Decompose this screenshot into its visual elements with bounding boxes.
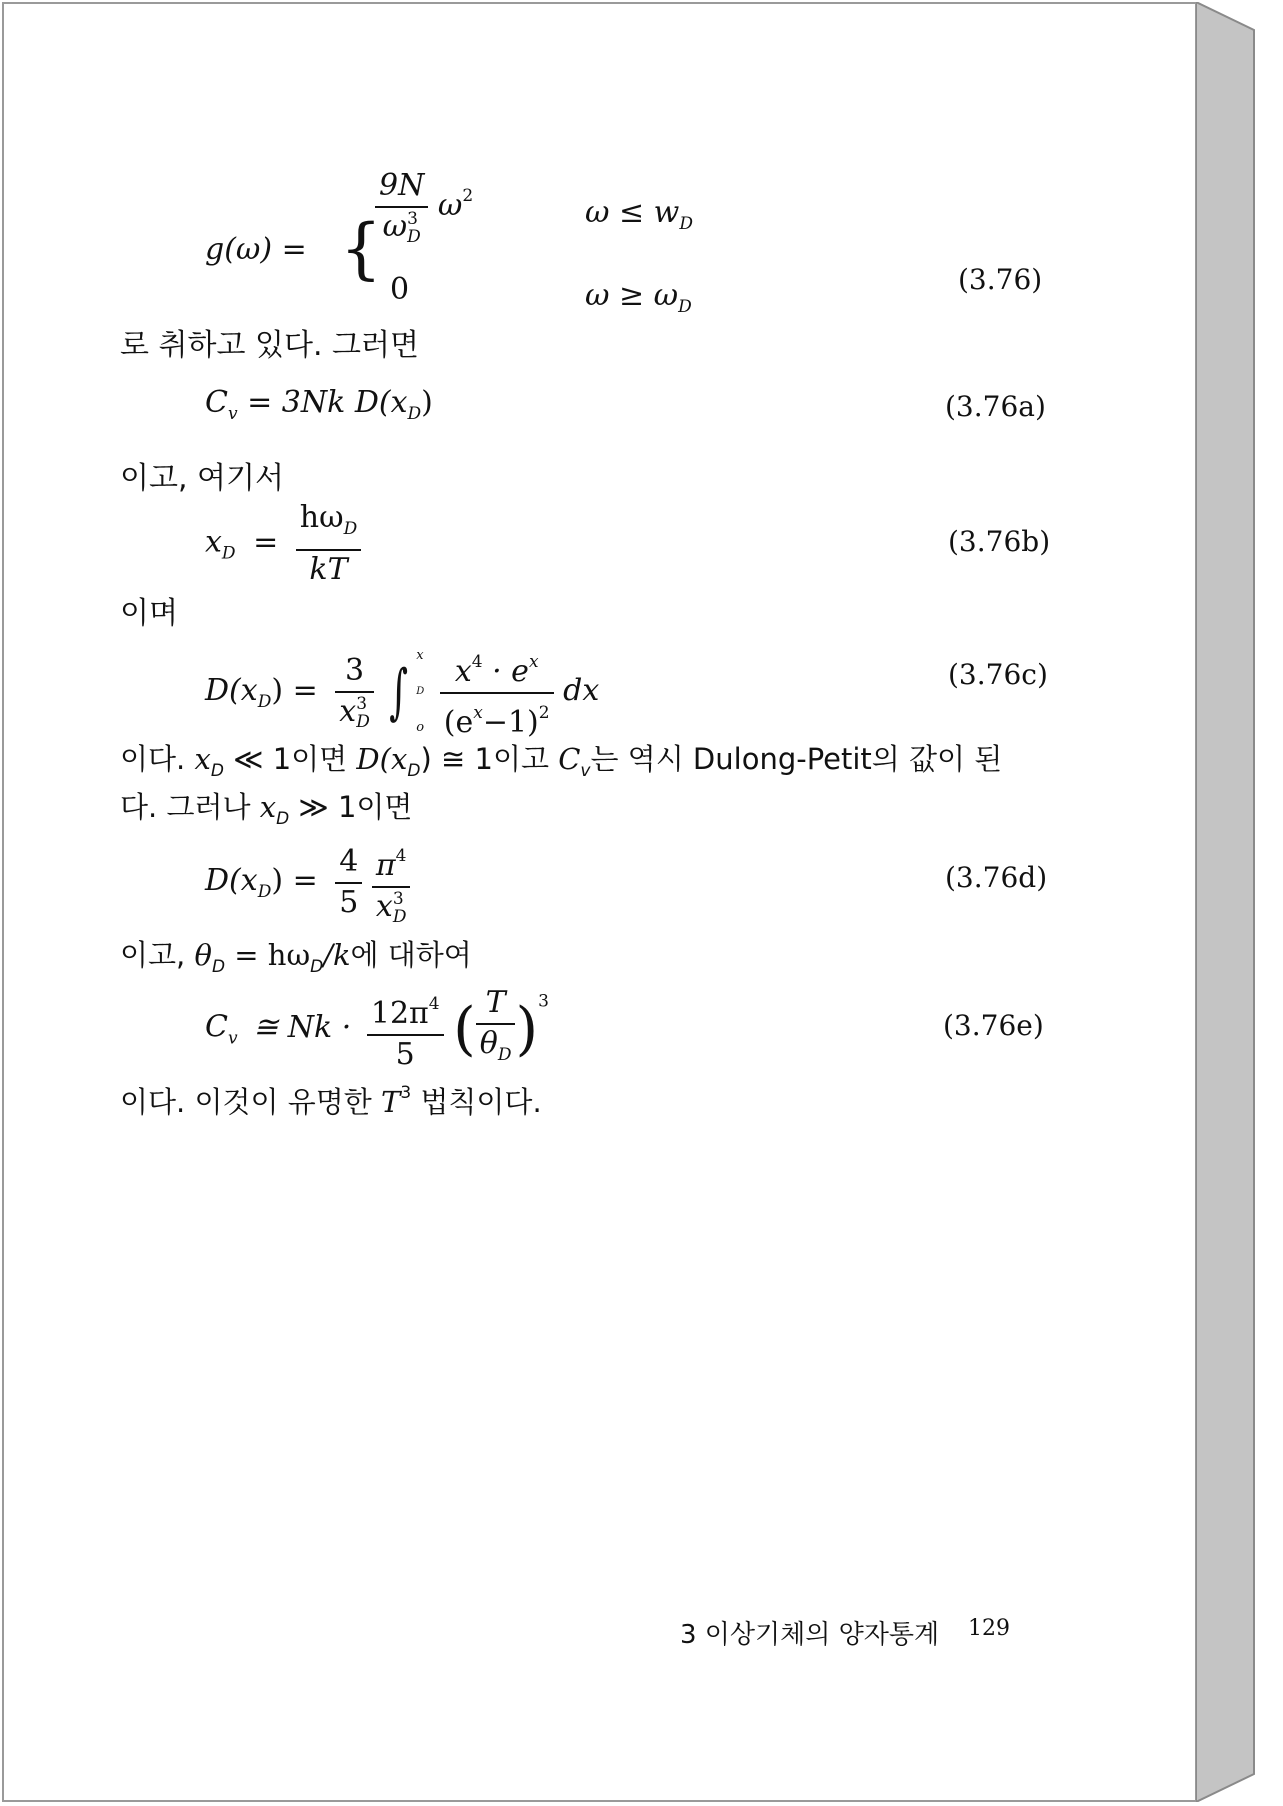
fraction-2-numerator: T: [476, 985, 516, 1025]
frac-numerator-sub: D: [343, 519, 358, 539]
cv-symbol: C: [205, 1009, 228, 1045]
paragraph-text: 이고, 여기서: [120, 461, 284, 496]
cv-sub: v: [227, 1028, 238, 1049]
case-1-omega: ω: [437, 188, 463, 223]
fraction-2-denominator: θ: [479, 1026, 498, 1061]
d-function: D(x: [205, 673, 258, 708]
xd-sub: D: [221, 543, 236, 564]
exponent: 3: [538, 991, 549, 1012]
case-1-den-base: ω: [382, 209, 408, 244]
d-function-sub: D: [257, 692, 272, 712]
equation-number: (3.76): [958, 263, 1043, 296]
fraction-1-numerator: 3: [335, 653, 374, 693]
case-1-omega-sup: 2: [462, 186, 474, 206]
equals-sign: =: [253, 524, 279, 560]
integral-upper-limit-sub: D: [416, 686, 425, 697]
cv-sub: v: [227, 404, 238, 424]
eq-rhs-end: ): [421, 385, 433, 420]
fraction-2-num-e: · e: [482, 654, 529, 689]
case-1-numerator: 9N: [375, 168, 428, 208]
d-function: D(x: [205, 863, 258, 898]
eq-rhs: ≅ Nk ·: [253, 1009, 352, 1045]
d-function-sub: D: [257, 882, 272, 902]
fraction-2-den-sub: D: [392, 907, 407, 927]
paragraph-line: 이다. $x_D$ ≪ 1이면 $D(x_D)$ ≅ 1이고 $C_v$는 역시 Dulong-Petit의 값이 된: [120, 742, 1003, 781]
eq-rhs: = 3Nk D(x: [247, 385, 408, 420]
paragraph-text: 이며: [120, 596, 178, 631]
equation-number: (3.76b): [948, 525, 1051, 558]
fraction-1-den-sub: D: [356, 712, 370, 732]
fraction-2-num-x: x: [454, 654, 472, 689]
equation-number: (3.76e): [943, 1009, 1044, 1042]
frac-denominator: kT: [309, 552, 348, 587]
eq-lhs: g(ω) =: [205, 232, 307, 267]
fraction-2-num-sup: 4: [471, 652, 483, 672]
integral-sign: ∫: [389, 657, 409, 727]
equation-number: (3.76c): [948, 658, 1048, 691]
paragraph-line: 이다. 이것이 유명한 $T^3$ 법칙이다.: [120, 1083, 542, 1119]
fraction-1-num-sup: 4: [428, 993, 440, 1014]
equation-number: (3.76d): [945, 861, 1048, 894]
fraction-1-denominator: x: [339, 694, 357, 729]
differential: dx: [563, 673, 600, 708]
case-2-value: 0: [390, 272, 410, 307]
integral-lower-limit: o: [416, 720, 425, 735]
case-1-den-sub: D: [407, 227, 421, 247]
fraction-1-numerator: 12π: [370, 995, 429, 1031]
d-function-end: ) =: [271, 673, 318, 708]
frac-numerator: hω: [299, 500, 344, 535]
fraction-1-den-sup: 3: [356, 694, 368, 714]
fraction-2-den-e: (e: [443, 705, 474, 740]
paragraph-line: 이고, $\theta_D = h\omega_D/k$에 대하여: [120, 938, 472, 977]
fraction-2-num-sup: 4: [395, 846, 407, 866]
fraction-2-num-pi: π: [375, 848, 396, 883]
integral-upper-limit: x: [416, 648, 424, 663]
fraction-1-denominator: 5: [339, 885, 359, 920]
fraction-1-numerator: 4: [335, 844, 362, 884]
page-number: 129: [968, 1616, 1010, 1641]
right-paren: ): [515, 994, 539, 1063]
case-2-condition: $\omega \ge \omega_D$: [585, 278, 692, 317]
brace: {: [340, 210, 382, 287]
fraction-2-den-sup2: 2: [538, 703, 550, 723]
book-spine: [1196, 2, 1256, 1802]
fraction-2-den-mid: −1): [482, 705, 539, 740]
eq-rhs-sub: D: [407, 404, 422, 424]
fraction-2-den-sup: x: [473, 703, 483, 723]
paragraph-line: 다. 그러나 $x_D$ ≫ 1이면: [120, 790, 413, 829]
case-1-condition: $\omega \le w_D$: [585, 195, 693, 234]
fraction-2-num-sup2: x: [528, 652, 539, 672]
fraction-2-den-sub: D: [497, 1045, 512, 1065]
cv-symbol: C: [205, 385, 228, 420]
case-1-den-sup: 3: [407, 209, 418, 229]
fraction-2-den-sup: 3: [392, 889, 404, 909]
equation-number: (3.76a): [945, 390, 1046, 423]
running-footer-chapter: 3 이상기체의 양자통계: [680, 1620, 940, 1650]
d-function-end: ) =: [271, 863, 318, 898]
fraction-2-den-x: x: [375, 889, 393, 924]
left-paren: (: [453, 994, 476, 1063]
paragraph-text: 로 취하고 있다. 그러면: [120, 328, 419, 363]
fraction-1-denominator: 5: [395, 1036, 415, 1072]
xd-symbol: x: [205, 524, 222, 560]
case-1-expression: [375, 168, 473, 246]
